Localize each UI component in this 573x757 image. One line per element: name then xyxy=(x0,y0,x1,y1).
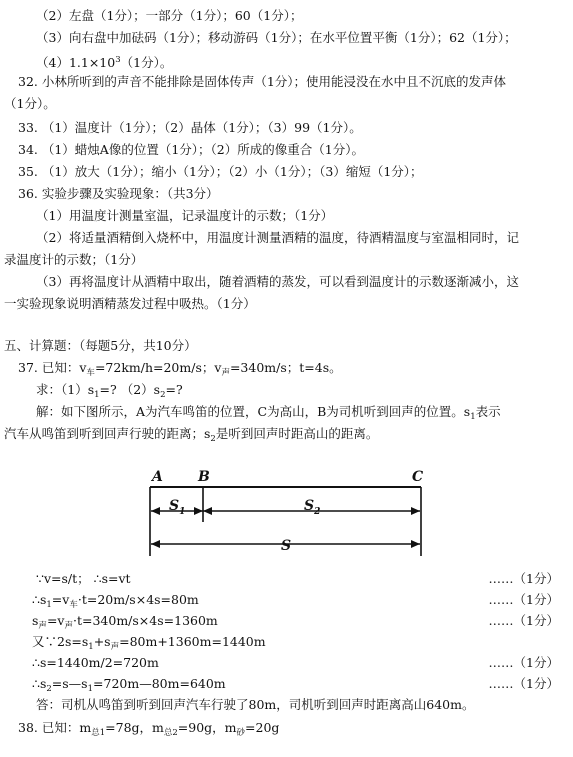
q37-known: 37. 已知：$v_车=72km/h=20m/s$；$v_声=340m/s$；t=4s。 xyxy=(18,360,342,378)
answer-36-heading: 36. 实验步骤及实验现象：（共3分） xyxy=(18,186,219,201)
answer-36-step2-line2: 录温度计的示数；（1分） xyxy=(4,252,144,267)
q37-ask: 求：$(1)s_1=$? $(2)s_2=$? xyxy=(36,382,183,400)
q37-answer: 答：司机从鸣笛到听到回声汽车行驶了80m，司机听到回声时距离高山640m。 xyxy=(36,697,475,712)
answer-35: 35. （1）放大（1分）；缩小（1分）；（2）小（1分）；（3）缩短（1分）； xyxy=(18,164,423,179)
distance-diagram xyxy=(0,462,573,572)
answer-32-line2: （1分）。 xyxy=(4,96,56,111)
deriv-line6: $\therefore s_2=s—s_1=720m—80m=640m$ xyxy=(32,676,226,694)
q38-known: 38. 已知：$m_{总1}=78g$，$m_{总2}=90g$，$m_砂=20g$ xyxy=(18,720,280,738)
label-s1: $S_1$ xyxy=(169,498,186,517)
deriv-line4: 又$\because 2s=s_1+s_声=80m+1360m=1440m$ xyxy=(32,634,266,652)
deriv-line1-score: ……（1分） xyxy=(488,571,559,586)
answer-36-step1: （1）用温度计测量室温，记录温度计的示数；（1分） xyxy=(36,208,334,223)
answer-31-part2: （2）左盘（1分）；一部分（1分）；60（1分）； xyxy=(36,8,303,23)
deriv-line3: $s_声=v_声\cdot t=340m/s\times 4s=1360m$ xyxy=(32,613,218,631)
deriv-line5: ∴s=1440m/2=720m xyxy=(32,655,159,670)
answer-33: 33. （1）温度计（1分）；（2）晶体（1分）；（3）99（1分）。 xyxy=(18,120,362,135)
s2-arrow-left-head xyxy=(203,507,212,515)
answer-36-step2-line1: （2）将适量酒精倒入烧杯中，用温度计测量酒精的温度，待酒精温度与室温相同时，记 xyxy=(36,230,519,245)
answer-34: 34. （1）蜡烛A像的位置（1分）；（2）所成的像重合（1分）。 xyxy=(18,142,364,157)
answer-31-part3: （3）向右盘中加砝码（1分）；移动游码（1分）；在水平位置平衡（1分）；62（1分）； xyxy=(36,30,517,45)
label-b: B xyxy=(198,469,210,485)
q37-solution-line2: 汽车从鸣笛到听到回声行驶的距离；$s_2$是听到回声时距高山的距离。 xyxy=(4,426,379,444)
deriv-line5-score: ……（1分） xyxy=(488,655,559,670)
deriv-line3-score: ……（1分） xyxy=(488,613,559,628)
label-s: S xyxy=(281,538,292,554)
deriv-line6-score: ……（1分） xyxy=(488,676,559,691)
s2-arrow-right-head xyxy=(411,507,420,515)
s-arrow-left-head xyxy=(151,540,160,548)
q37-solution-line1: 解：如下图所示，A为汽车鸣笛的位置，C为高山，B为司机听到回声的位置。$s_1$表示 xyxy=(36,404,501,422)
label-c: C xyxy=(412,469,424,485)
s1-arrow-right-head xyxy=(194,507,203,515)
answer-36-step3-line2: 一实验现象说明酒精蒸发过程中吸热。（1分） xyxy=(4,296,256,311)
deriv-line1: ∵v=s/t； ∴s=vt xyxy=(36,571,131,586)
deriv-line2: $\therefore s_1=v_车\cdot t=20m/s\times 4s=80m$ xyxy=(32,592,199,610)
label-a: A xyxy=(152,469,163,485)
answer-36-step3-line1: （3）再将温度计从酒精中取出，随着酒精的蒸发，可以看到温度计的示数逐渐减小，这 xyxy=(36,274,519,289)
s1-arrow-left-head xyxy=(151,507,160,515)
answer-31-part4: $(4)1.1\times 10^3(1$分）。 xyxy=(36,55,173,70)
s-arrow-right-head xyxy=(411,540,420,548)
label-s2: $S_2$ xyxy=(304,498,321,517)
answer-32-line1: 32. 小林所听到的声音不能排除是固体传声（1分）；使用能浸没在水中且不沉底的发声体 xyxy=(18,74,507,89)
deriv-line2-score: ……（1分） xyxy=(488,592,559,607)
section-5-heading: 五、计算题：（每题5分，共10分） xyxy=(4,338,197,353)
